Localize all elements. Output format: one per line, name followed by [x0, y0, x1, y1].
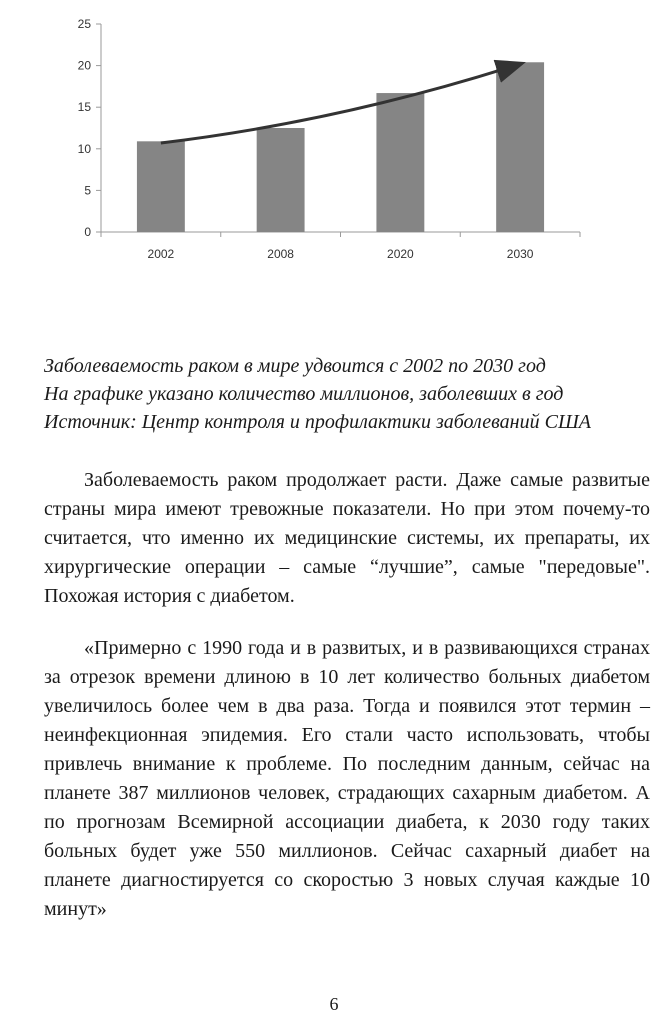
chart-caption — [44, 352, 659, 436]
y-tick-label: 0 — [84, 225, 91, 239]
x-tick-label: 2030 — [506, 247, 534, 261]
caption-line-3: Источник: Центр контроля и профилактики заболеваний США — [44, 411, 592, 433]
bar-2030 — [496, 62, 544, 232]
bar-2020 — [376, 93, 424, 232]
x-tick-label: 2002 — [147, 247, 175, 261]
cancer-incidence-chart — [60, 10, 600, 275]
y-tick-label: 25 — [77, 17, 91, 31]
trend-arrow — [161, 64, 520, 143]
y-tick-label: 20 — [77, 58, 91, 73]
caption-line-1: Заболеваемость раком в мире удвоится с 2002 по 2030 год — [44, 355, 546, 377]
caption-line-2: На графике указано количество миллионов, заболевших в год — [44, 383, 564, 405]
bar-2008 — [257, 128, 305, 232]
page-number: 6 — [329, 994, 339, 1014]
y-tick-label: 10 — [77, 141, 91, 156]
y-tick-label: 5 — [84, 183, 91, 198]
paragraph-cancer: Заболеваемость раком продолжает расти. Даже самые развитые страны мира имеют тревожные показатели. Но при этом почему-то считается, что именно их медицинские системы, их препараты, их хирургические операции – самые “лучшие”, самые "передовые". Похожая история с диабетом. — [44, 469, 650, 607]
paragraph-diabetes-quote: «Примерно с 1990 года и в развитых, и в развивающихся странах за отрезок времени длиною в 10 лет количество больных диабетом увеличилось более чем в два раза. Тогда и появился этот термин – неинфекционная эпидемия. Его стали часто использовать, чтобы привлечь внимание к проблеме. По последним данным, сейчас на планете 387 миллионов человек, страдающих сахарным диабетом. А по прогнозам Всемирной ассоциации диабета, к 2030 году таких больных будет уже 550 миллионов. Сейчас сахарный диабет на планете диагностируется со скоростью 3 новых случая каждые 10 минут» — [44, 637, 650, 920]
y-tick-label: 15 — [77, 100, 91, 115]
bar-2002 — [137, 141, 185, 232]
x-tick-label: 2020 — [387, 247, 414, 261]
x-tick-label: 2008 — [267, 247, 294, 261]
